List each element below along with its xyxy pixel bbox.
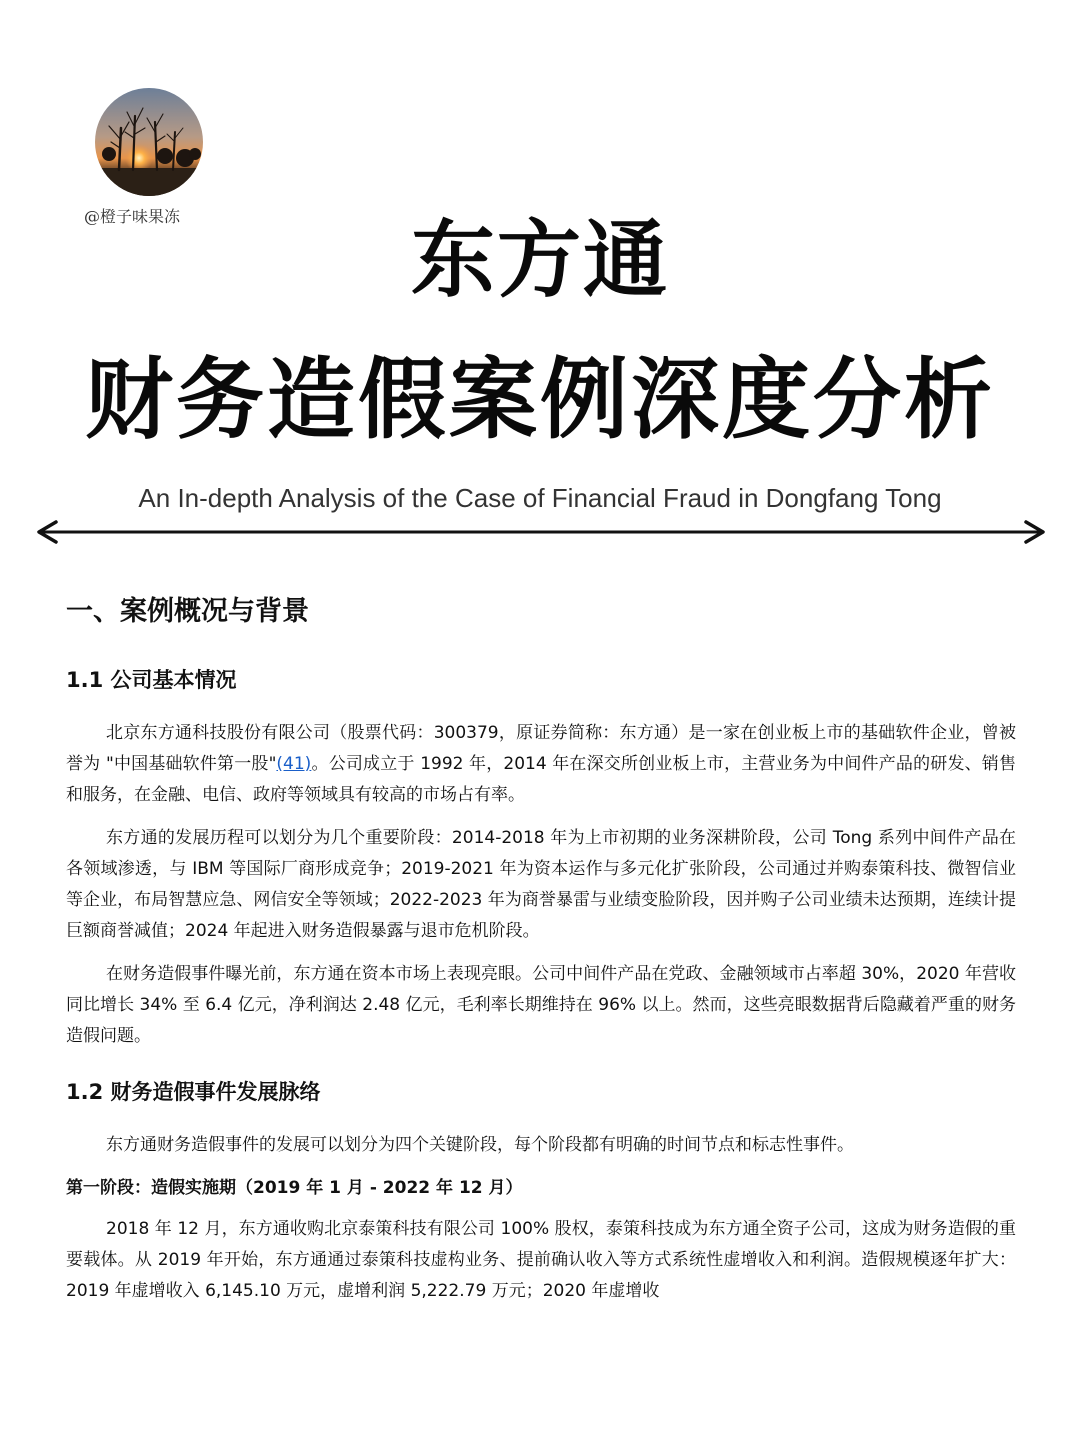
paragraph [66, 718, 1016, 811]
double-arrow-divider [34, 518, 1048, 546]
paragraph-text: 北京东方通科技股份有限公司（股票代码：300379，原证券简称：东方通）是一家在创业板上市的基础软件企业，曾被誉为 "中国基础软件第一股" [66, 723, 1016, 774]
english-title: An In-depth Analysis of the Case of Financial Fraud in Dongfang Tong [138, 483, 942, 513]
subsection-heading: 1.2 财务造假事件发展脉络 [66, 1080, 321, 1104]
paragraph: 在财务造假事件曝光前，东方通在资本市场上表现亮眼。公司中间件产品在党政、金融领域市占率超 30%，2020 年营收同比增长 34% 至 6.4 亿元，净利润达 2.48 亿元，毛利率长期维持在 96% 以上。然而，这些亮眼数据背后隐藏着严重的财务造假问题。 [66, 964, 1016, 1046]
stage-heading: 第一阶段：造假实施期（2019 年 1 月 - 2022 年 12 月） [66, 1178, 523, 1198]
sunset-trees-image [95, 88, 203, 196]
article-body [66, 592, 1016, 1319]
reference-link[interactable]: (41) [276, 754, 312, 774]
section-heading: 一、案例概况与背景 [66, 596, 309, 627]
page-subtitle: 财务造假案例深度分析 [84, 348, 995, 451]
paragraph-text: 。公司成立于 1992 年，2014 年在深交所创业板上市，主营业务为中间件产品的研发、销售和服务，在金融、电信、政府等领域具有较高的市场占有率。 [66, 754, 1016, 805]
subsection-heading: 1.1 公司基本情况 [66, 668, 237, 692]
paragraph: 2018 年 12 月，东方通收购北京泰策科技有限公司 100% 股权，泰策科技成为东方通全资子公司，这成为财务造假的重要载体。从 2019 年开始，东方通通过泰策科技虚构业务、提前确认收入等方式系统性虚增收入和利润。造假规模逐年扩大：2019 年虚增收入 6,145.10 万元，虚增利润 5,222.79 万元；2020 年虚增收 [66, 1219, 1016, 1301]
paragraph: 东方通的发展历程可以划分为几个重要阶段：2014-2018 年为上市初期的业务深耕阶段，公司 Tong 系列中间件产品在各领域渗透，与 IBM 等国际厂商形成竞争；2019-2021 年为资本运作与多元化扩张阶段，公司通过并购泰策科技、微智信业等企业，布局智慧应急、网信安全等领域；2022-2023 年为商誉暴雷与业绩变脸阶段，因并购子公司业绩未达预期，连续计提巨额商誉减值；2024 年起进入财务造假暴露与退市危机阶段。 [66, 828, 1016, 941]
author-handle: @橙子味果冻 [84, 207, 181, 226]
page-title: 东方通 [410, 211, 669, 309]
paragraph: 东方通财务造假事件的发展可以划分为四个关键阶段，每个阶段都有明确的时间节点和标志性事件。 [106, 1135, 854, 1155]
author-avatar [95, 88, 203, 196]
